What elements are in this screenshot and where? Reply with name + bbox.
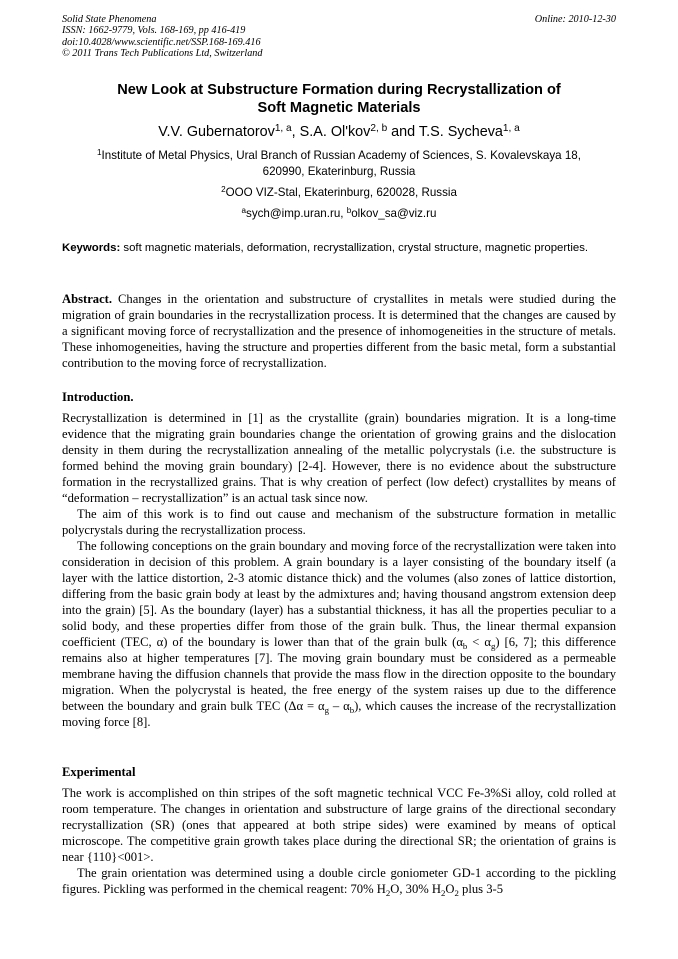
abstract — [62, 291, 616, 371]
email-line — [62, 206, 616, 222]
doi-line: doi:10.4028/www.scientific.net/SSP.168-169.416 — [62, 36, 261, 48]
author-3-sup: 1, a — [502, 123, 520, 135]
email-a[interactable]: sych@imp.uran.ru, — [246, 207, 347, 220]
abstract-label: Abstract. — [62, 292, 113, 306]
exp-p2-text-c: O — [445, 882, 455, 896]
affiliation-2-text: OOO VIZ-Stal, Ekaterinburg, 620028, Russia — [225, 186, 457, 199]
p3-text-c: ) [6, 7]; this difference remains also at higher temperatures [7]. The moving grain boundary must be considered as a permeable membrane having the diffusion channels that provide the mass flow in the direction opposite to the boundary migration. When the polycrystal is heated, the free energy of the system raises up due to the difference between the boundary and grain bulk TEC (Δα = α — [62, 635, 617, 713]
experimental-paragraph-1: The work is accomplished on thin stripes of the soft magnetic technical VCC Fe-3%Si alloy, cold rolled at room temperature. The changes in orientation and substructure of large grains of the directional secondary recrystallization (SR) (ones that appeared at both stripe sides) were examined by means of optical microscope. The competitive grain growth takes place during the directional SR; the orientation of grains is near {110}<001>. — [62, 786, 616, 864]
subscript-2: 2 — [385, 887, 391, 898]
subscript-g: g — [324, 704, 329, 715]
affiliation-1 — [62, 148, 616, 180]
p3-text-d: – α — [328, 699, 350, 713]
exp-p2-text-a: The grain orientation was determined using a double circle goniometer GD-1 according to the pickling figures. Pickling was performed in the chemical reagent: 70% H — [62, 866, 616, 896]
introduction-paragraph-1: Recrystallization is determined in [1] as the crystallite (grain) boundaries migration. It is a long-time evidence that the migrating grain boundaries change the orientation of growing grains and the dislocation density in them during the recrystallization annealing of the metallic polycrystals (i.e. the substructure is formed behind the moving grain boundary) [2-4]. However, there is no evidence about the substructure formation in the recrystallized grains. That is why creation of perfect (low defect) crystallites by means of “deformation – recrystallization” is an actual task since now. — [62, 411, 616, 505]
subscript-2: 2 — [454, 887, 459, 898]
introduction-paragraph-3 — [62, 538, 616, 730]
keywords — [62, 240, 616, 256]
keywords-label: Keywords: — [62, 242, 121, 254]
email-a-sup: a — [241, 206, 247, 216]
email-b-sup: b — [346, 206, 352, 216]
issn-line: ISSN: 1662-9779, Vols. 168-169, pp 416-419 — [62, 25, 246, 37]
title-line-2: Soft Magnetic Materials — [257, 100, 421, 116]
copyright-line: © 2011 Trans Tech Publications Ltd, Switzerland — [62, 48, 263, 60]
affiliation-2 — [62, 185, 616, 201]
author-separator: and — [387, 124, 419, 140]
email-b[interactable]: olkov_sa@viz.ru — [351, 207, 437, 220]
experimental-paragraph-2 — [62, 865, 616, 897]
author-1: V.V. Gubernatorov — [158, 124, 275, 140]
subscript-b: b — [462, 640, 468, 651]
author-1-sup: 1, a — [274, 123, 292, 135]
introduction-heading: Introduction. — [62, 390, 134, 404]
p3-text-e: ), which causes the increase of the recrystallization moving force [8]. — [62, 699, 616, 729]
affiliation-1-line-1: Institute of Metal Physics, Ural Branch of Russian Academy of Sciences, S. Kovalevskaya 18, — [101, 149, 581, 162]
title-line-1: New Look at Substructure Formation during Recrystallization of — [117, 82, 561, 98]
p3-text-a: The following conceptions on the grain boundary and moving force of the recrystallization were taken into consideration in decision of this problem. A grain boundary is a layer consisting of the boundary itself (a layer with the lattice distortion, 2-3 atomic distance thick) and the volumes (also zones of lattice distortion, differing from the basic grain body at least by the admixtures and; having thousand angstrom extension deep into the grain) [5]. As the boundary (layer) has a substantial thickness, it has all the properties peculiar to a solid body, and these properties differ from those of the grain bulk. Thus, the linear thermal expansion coefficient (TEC, α) of the boundary is lower than that of the grain bulk (α — [62, 539, 616, 649]
author-separator: , — [291, 124, 300, 140]
exp-p2-text-b: O, 30% H — [390, 882, 441, 896]
author-3: T.S. Sycheva — [418, 124, 503, 140]
journal-name: Solid State Phenomena — [62, 14, 157, 25]
paper-title — [62, 81, 616, 117]
introduction-body — [62, 410, 616, 730]
keywords-text: soft magnetic materials, deformation, recrystallization, crystal structure, magnetic properties. — [120, 242, 589, 254]
exp-p2-text-d: plus 3-5 — [458, 882, 503, 896]
author-2-sup: 2, b — [370, 123, 388, 135]
author-2: S.A. Ol'kov — [299, 124, 371, 140]
introduction-paragraph-2: The aim of this work is to find out cause and mechanism of the substructure formation in metallic polycrystals during the recrystallization process. — [62, 507, 616, 537]
abstract-text: Changes in the orientation and substructure of crystallites in metals were studied during the migration of grain boundaries in the recrystallization process. It is determined that the changes are caused by a significant moving force of recrystallization and the presence of inhomogeneities in the structure of metals. These inhomogeneities, having the structure and properties different from the basic metal, form a substantial contribution to the moving force of recrystallization. — [62, 292, 616, 370]
affiliation-1-line-2: 620990, Ekaterinburg, Russia — [262, 165, 416, 178]
subscript-g: g — [490, 640, 496, 651]
subscript-b: b — [349, 704, 355, 715]
affiliation-2-sup: 2 — [221, 185, 226, 195]
experimental-heading: Experimental — [62, 765, 136, 779]
journal-header — [62, 14, 616, 60]
p3-text-b: < α — [467, 635, 491, 649]
experimental-body — [62, 785, 616, 897]
affiliation-1-sup: 1 — [97, 148, 102, 158]
author-list — [62, 123, 616, 141]
subscript-2: 2 — [440, 887, 446, 898]
online-date: Online: 2010-12-30 — [534, 14, 616, 25]
